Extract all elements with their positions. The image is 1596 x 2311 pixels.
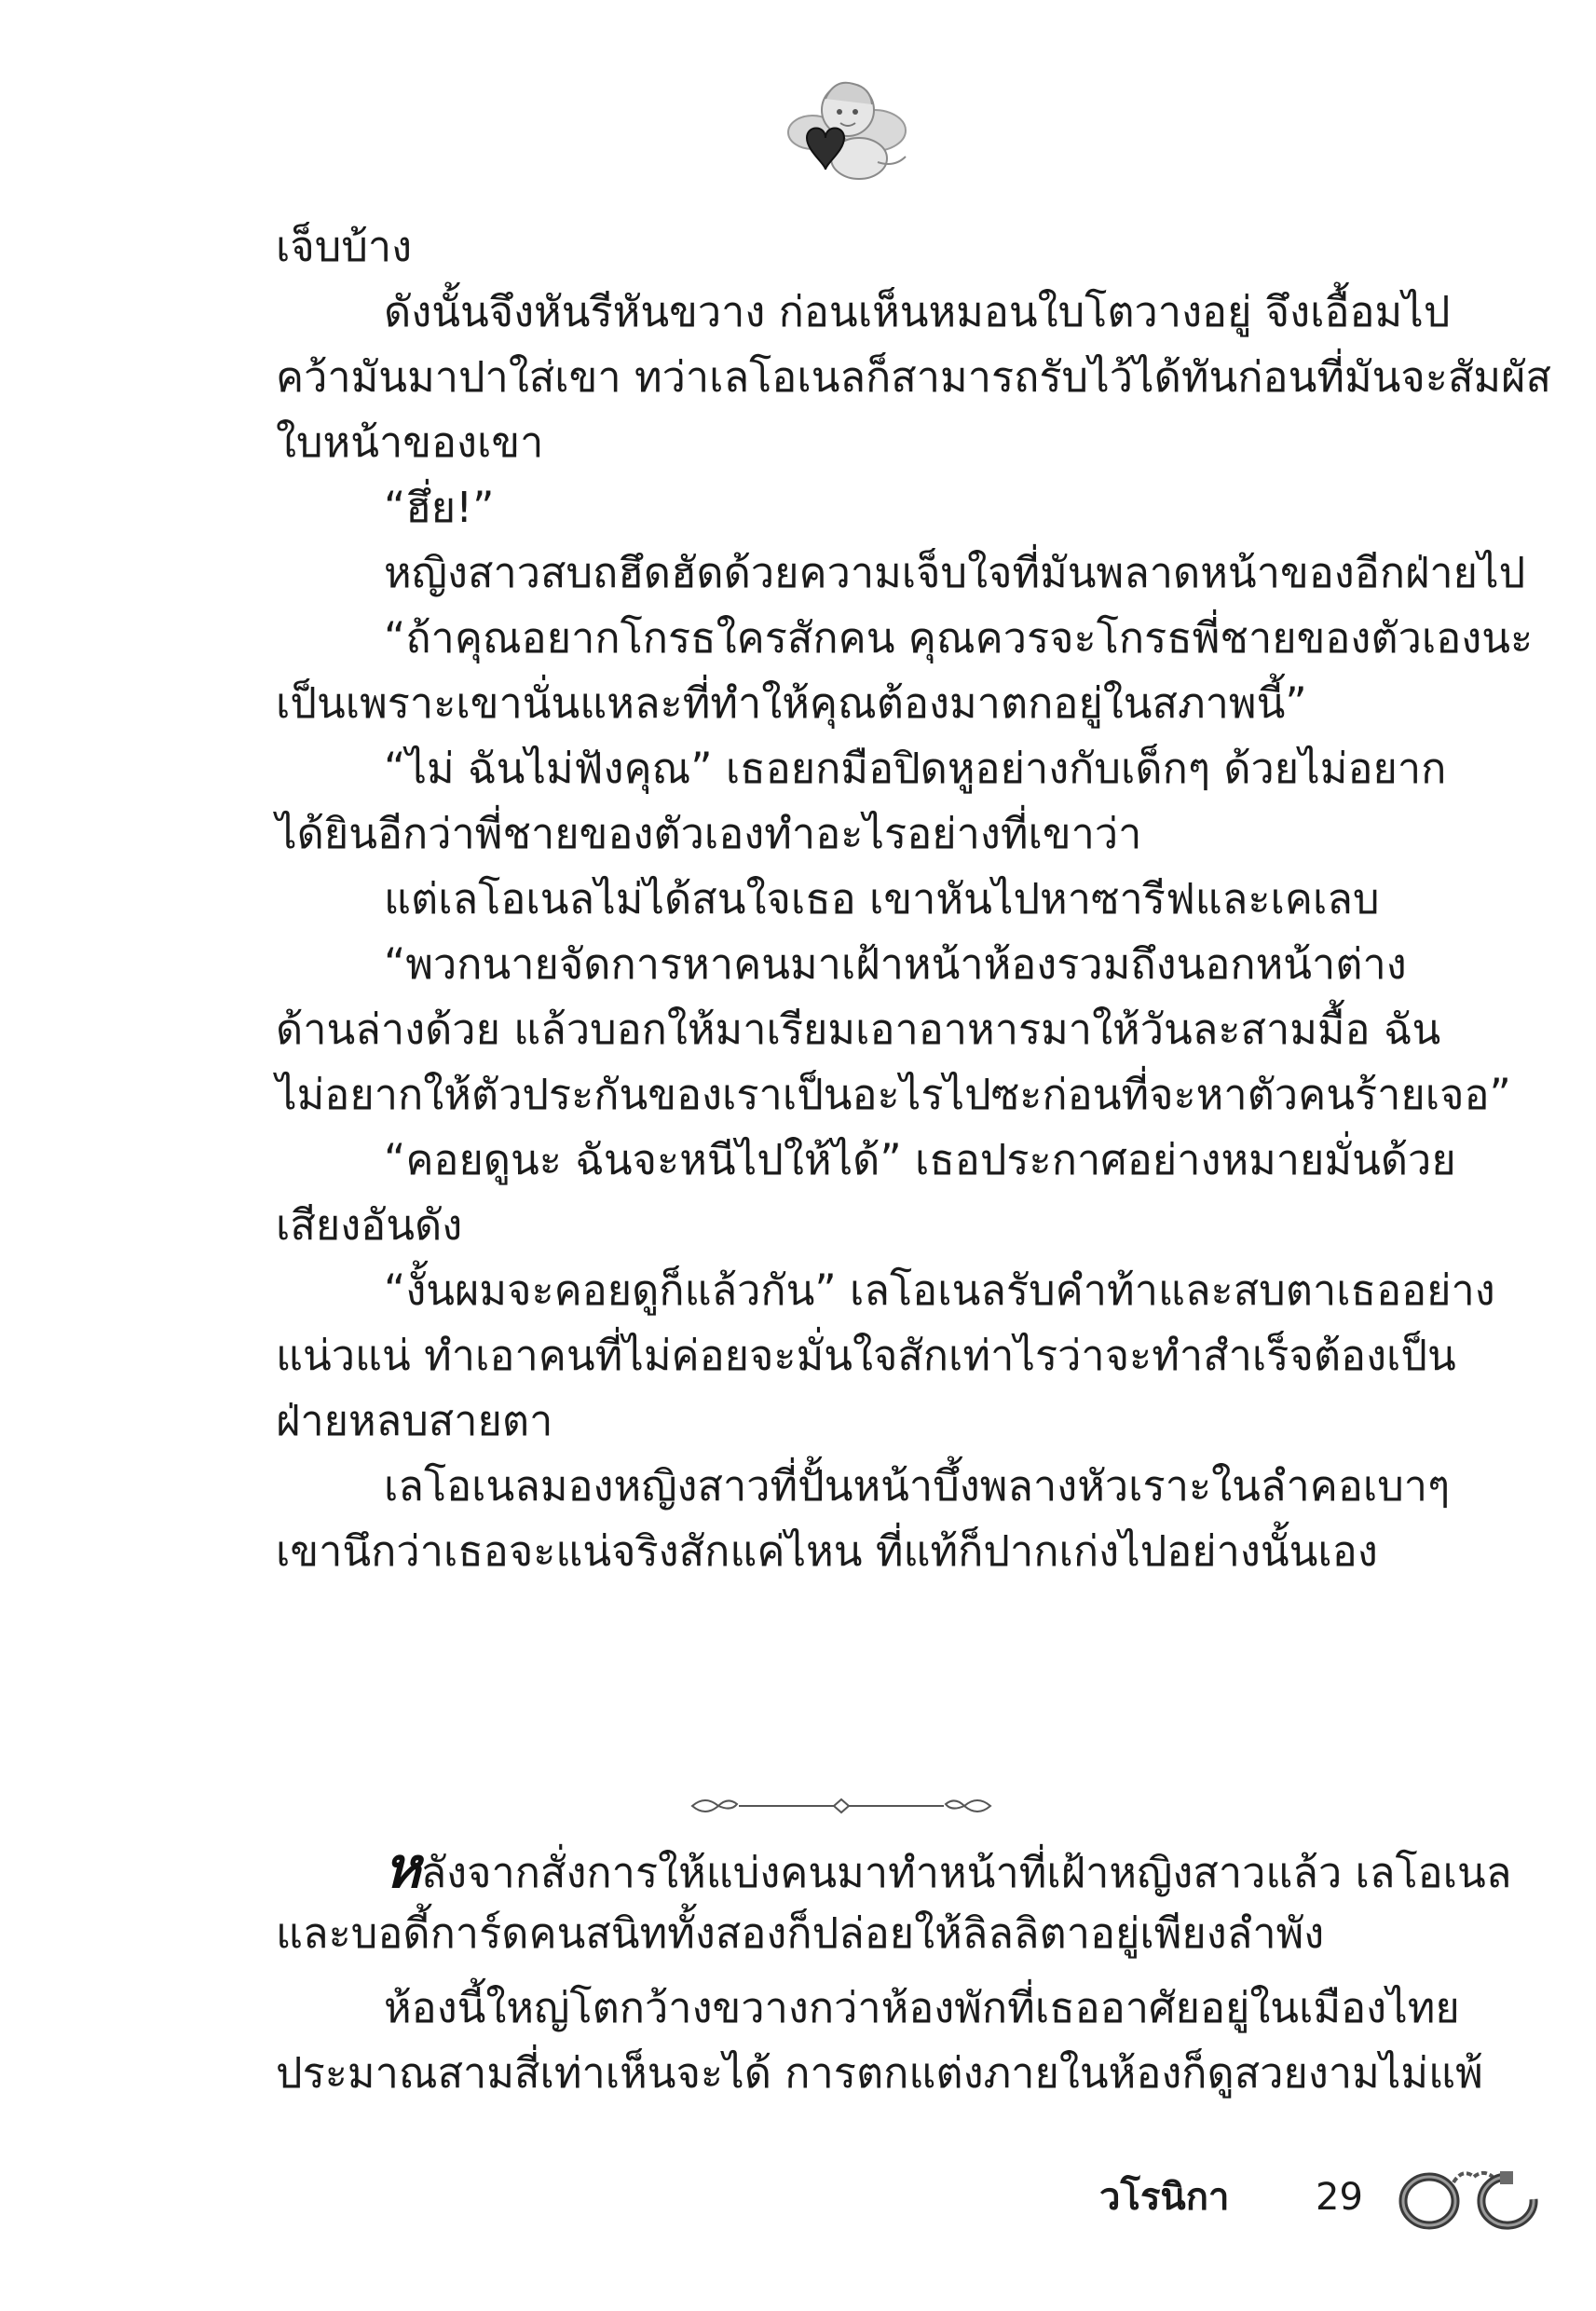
cherub-with-heart-icon (781, 73, 911, 185)
text-line: “ฮึ่ย!” (384, 483, 495, 532)
text-line: หญิงสาวสบถฮึดฮัดด้วยความเจ็บใจที่มันพลาดหน้าของอีกฝ่ายไป (384, 548, 1526, 597)
text-line: เจ็บบ้าง (276, 222, 413, 271)
page-footer (1099, 2162, 1547, 2236)
text-line: “พวกนายจัดการหาคนมาเฝ้าหน้าห้องรวมถึงนอกหน้าต่าง (384, 939, 1407, 989)
text-line: เขานึกว่าเธอจะแน่จริงสักแค่ไหน ที่แท้ก็ปากเก่งไปอย่างนั้นเอง (276, 1526, 1378, 1576)
text-line: ดังนั้นจึงหันรีหันขวาง ก่อนเห็นหมอนใบโตวางอยู่ จึงเอื้อมไป (384, 287, 1451, 336)
text-line: แต่เลโอเนลไม่ได้สนใจเธอ เขาหันไปหาซารีฟและเคเลบ (384, 874, 1380, 923)
text-line: คว้ามันมาปาใส่เขา ทว่าเลโอเนลก็สามารถรับไว้ได้ทันก่อนที่มันจะสัมผัส (276, 352, 1551, 402)
text-line: เสียงอันดัง (276, 1200, 463, 1250)
first-line-text: ลังจากสั่งการให้แบ่งคนมาทำหน้าที่เฝ้าหญิงสาวแล้ว เลโอเนล (420, 1848, 1512, 1897)
text-line: “ไม่ ฉันไม่ฟังคุณ” เธอยกมือปิดหูอย่างกับเด็กๆ ด้วยไม่อยาก (384, 744, 1447, 793)
text-line: และบอดี้การ์ดคนสนิททั้งสองก็ปล่อยให้ลิลลิตาอยู่เพียงลำพัง (276, 1908, 1325, 1958)
text-line: ได้ยินอีกว่าพี่ชายของตัวเองทำอะไรอย่างที่เขาว่า (276, 809, 1142, 858)
text-line: “ถ้าคุณอยากโกรธใครสักคน คุณควรจะโกรธพี่ชายของตัวเองนะ (384, 613, 1534, 663)
handcuffs-icon (1396, 2162, 1547, 2235)
text-line: แน่วแน่ ทำเอาคนที่ไม่ค่อยจะมั่นใจสักเท่าไรว่าจะทำสำเร็จต้องเป็น (276, 1331, 1456, 1380)
ornamental-divider-icon (683, 1789, 1000, 1823)
text-line: เป็นเพราะเขานั่นแหละที่ทำให้คุณต้องมาตกอยู่ในสภาพนี้” (276, 678, 1307, 728)
text-line: ใบหน้าของเขา (276, 417, 544, 467)
text-line: “คอยดูนะ ฉันจะหนีไปให้ได้” เธอประกาศอย่างหมายมั่นด้วย (384, 1135, 1456, 1184)
text-line: ด้านล่างด้วย แล้วบอกให้มาเรียมเอาอาหารมาให้วันละสามมื้อ ฉัน (276, 1005, 1441, 1054)
text-line: ไม่อยากให้ตัวประกันของเราเป็นอะไรไปซะก่อนที่จะหาตัวคนร้ายเจอ” (276, 1070, 1511, 1119)
page-number: 29 (1316, 2176, 1363, 2219)
section-first-line (276, 1836, 1512, 1901)
author-name: วโรนิกา (1099, 2176, 1230, 2219)
text-line: ฝ่ายหลบสายตา (276, 1396, 553, 1445)
text-line: เลโอเนลมองหญิงสาวที่ปั้นหน้าบึ้งพลางหัวเราะในลำคอเบาๆ (384, 1461, 1451, 1511)
text-line: ห้องนี้ใหญ่โตกว้างขวางกว่าห้องพักที่เธออาศัยอยู่ในเมืองไทย (384, 1983, 1460, 2032)
drop-cap: ห (384, 1836, 421, 1901)
text-line: ประมาณสามสี่เท่าเห็นจะได้ การตกแต่งภายในห้องก็ดูสวยงามไม่แพ้ (276, 2048, 1483, 2098)
text-line: “งั้นผมจะคอยดูก็แล้วกัน” เลโอเนลรับคำท้าและสบตาเธออย่าง (384, 1265, 1495, 1315)
